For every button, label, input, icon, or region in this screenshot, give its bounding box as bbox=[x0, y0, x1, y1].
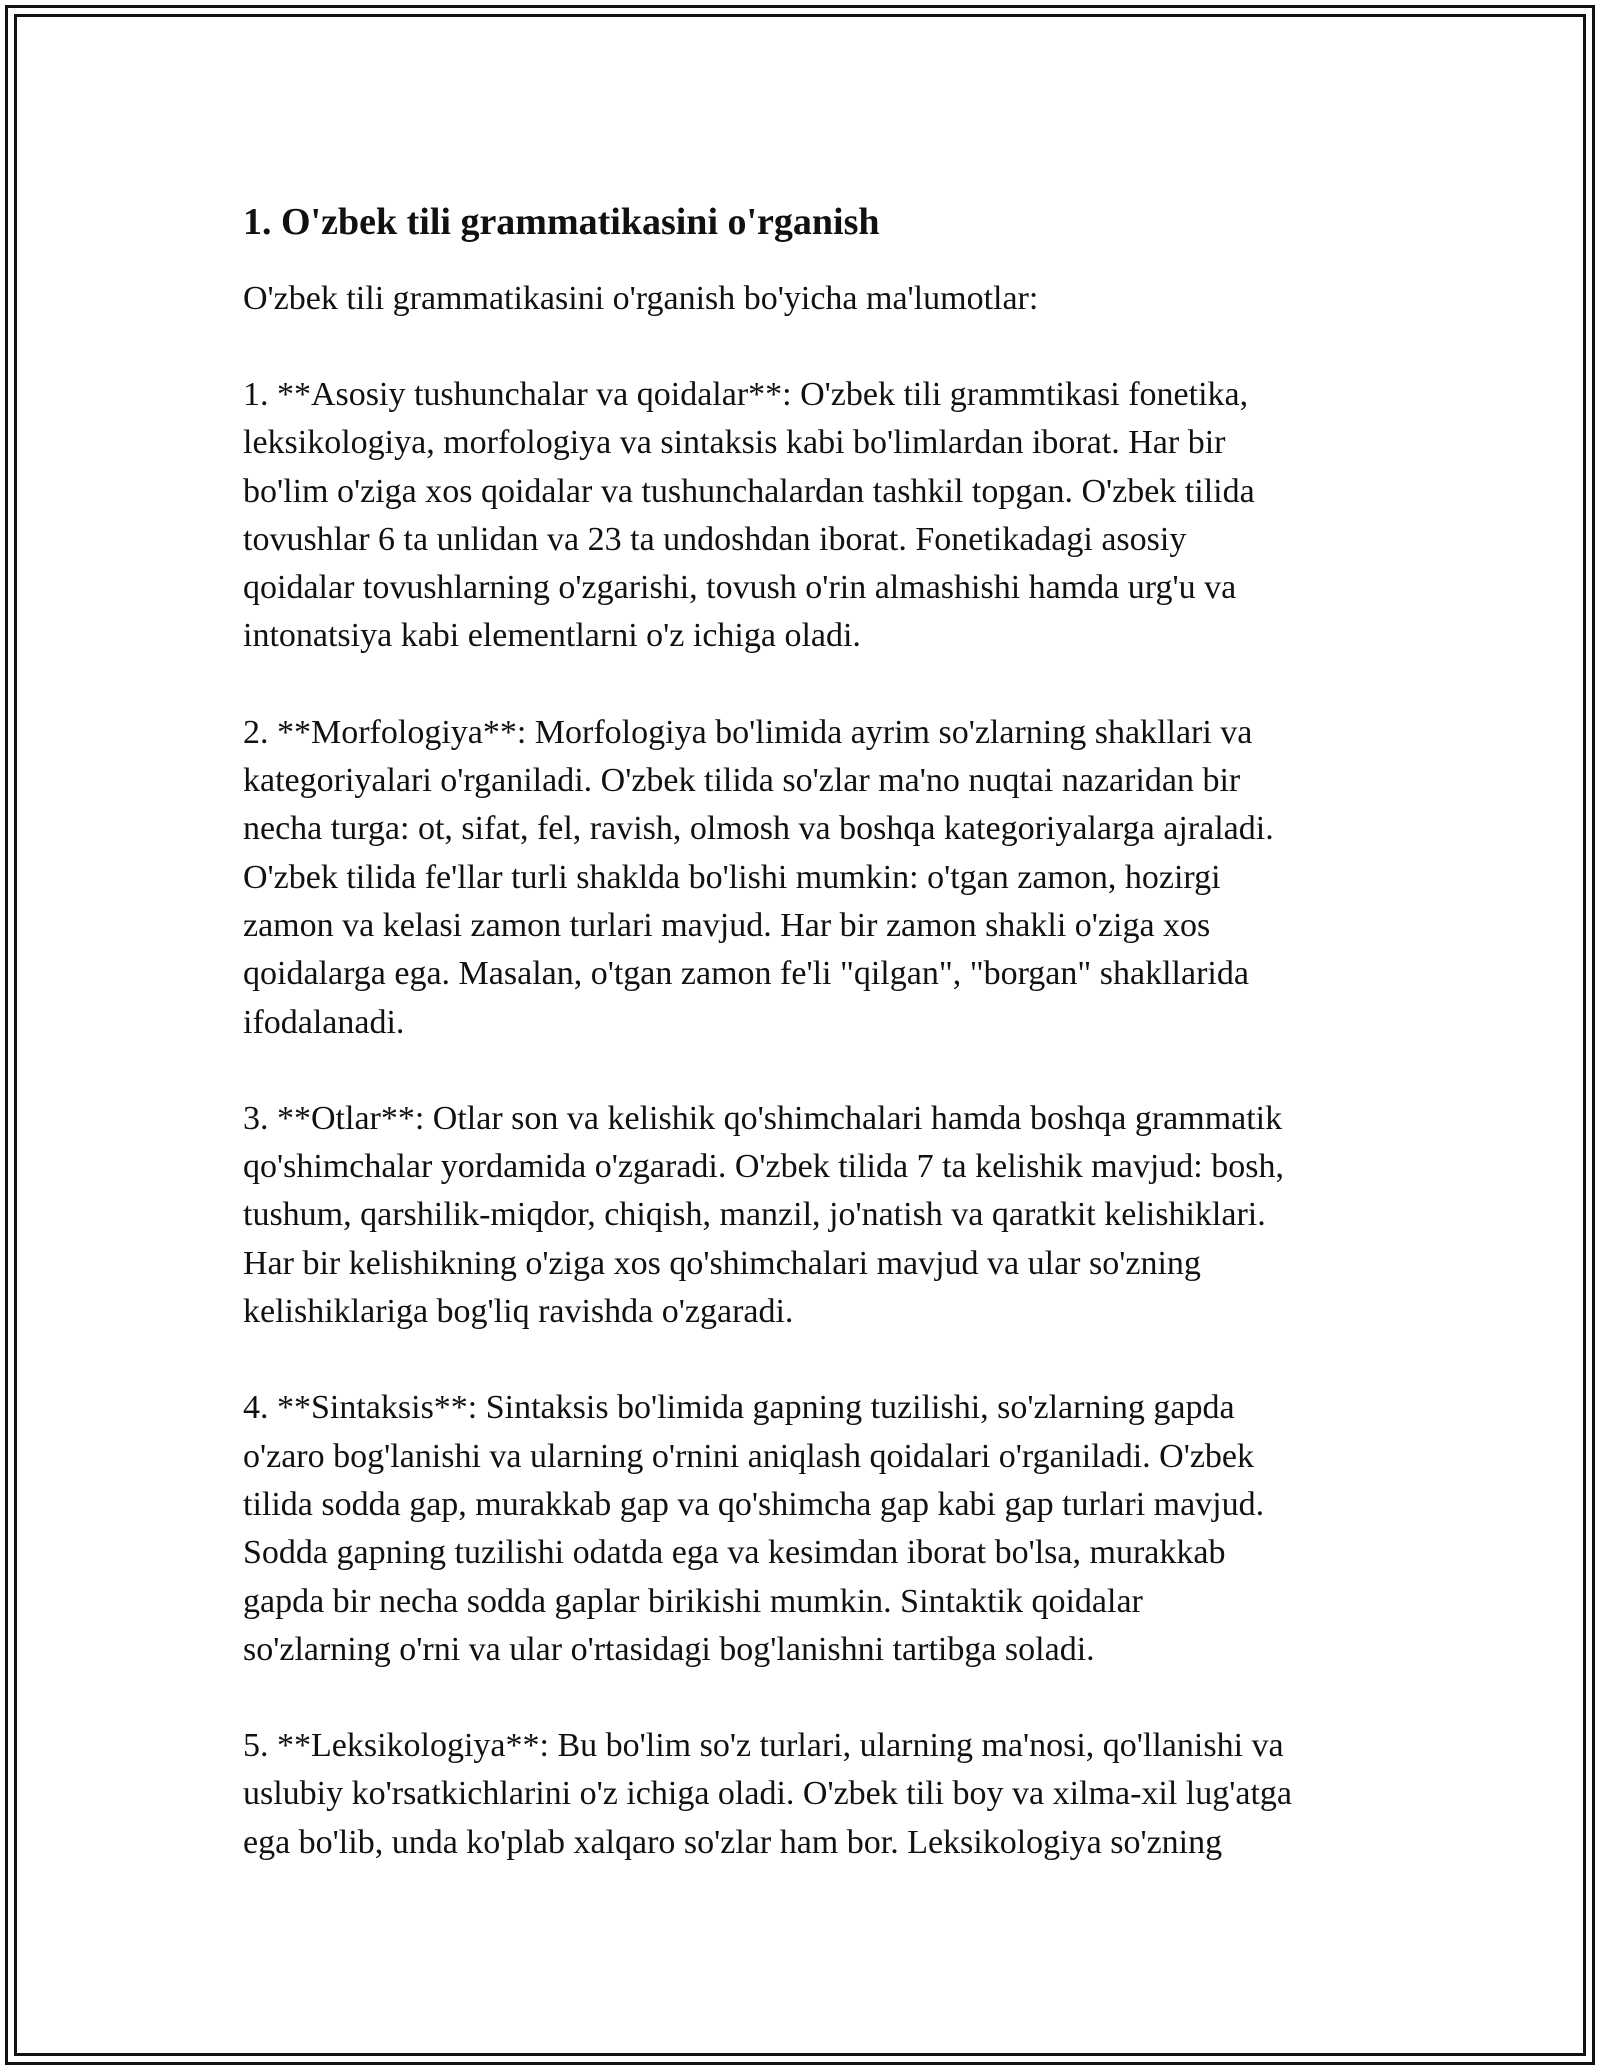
section-morfologiya: 2. **Morfologiya**: Morfologiya bo'limida ayrim so'zlarning shakllari va kategoriyalari o'rganiladi. O'zbek tilida so'zlar ma'no nuqtai nazaridan bir necha turga: ot, sifat, fel, ravish, olmosh va boshqa kategoriyalarga ajraladi. O'zbek tilida fe'llar turli shaklda bo'lishi mumkin: o'tgan zamon, hozirgi zamon va kelasi zamon turlari mavjud. Har bir zamon shakli o'ziga xos qoidalarga ega. Masalan, o'tgan zamon fe'li "qilgan", "borgan" shakllarida ifodalanadi. bbox=[243, 713, 1274, 1041]
section-sintaksis: 4. **Sintaksis**: Sintaksis bo'limida gapning tuzilishi, so'zlarning gapda o'zaro bog'lanishi va ularning o'rnini aniqlash qoidalari o'rganiladi. O'zbek tilida sodda gap, murakkab gap va qo'shimcha gap kabi gap turlari mavjud. Sodda gapning tuzilishi odatda ega va kesimdan iborat bo'lsa, murakkab gapda bir necha sodda gaplar birikishi mumkin. Sintaktik qoidalar so'zlarning o'rni va ular o'rtasidagi bog'lanishni tartibga soladi. bbox=[243, 1389, 1265, 1668]
page-frame bbox=[5, 5, 1595, 2065]
document-heading: 1. O'zbek tili grammatikasini o'rganish bbox=[243, 201, 880, 243]
section-otlar: 3. **Otlar**: Otlar son va kelishik qo'shimchalari hamda boshqa grammatik qo'shimchalar yordamida o'zgaradi. O'zbek tilida 7 ta kelishik mavjud: bosh, tushum, qarshilik-miqdor, chiqish, manzil, jo'natish va qaratkit kelishiklari. Har bir kelishikning o'ziga xos qo'shimchalari mavjud va ular so'zning kelishiklariga bog'liq ravishda o'zgaradi. bbox=[243, 1099, 1284, 1331]
section-leksikologiya: 5. **Leksikologiya**: Bu bo'lim so'z turlari, ularning ma'nosi, qo'llanishi va uslubiy ko'rsatkichlarini o'z ichiga oladi. O'zbek tili boy va xilma-xil lug'atga ega bo'lib, unda ko'plab xalqaro so'zlar ham bor. Leksikologiya so'zning bbox=[243, 1727, 1292, 1861]
document-content bbox=[243, 193, 1393, 1915]
section-asosiy-tushunchalar: 1. **Asosiy tushunchalar va qoidalar**: O'zbek tili grammtikasi fonetika, leksikologiya, morfologiya va sintaksis kabi bo'limlardan iborat. Har bir bo'lim o'ziga xos qoidalar va tushunchalardan tashkil topgan. O'zbek tilida tovushlar 6 ta unlidan va 23 ta undoshdan iborat. Fonetikadagi asosiy qoidalar tovushlarning o'zgarishi, tovush o'rin almashishi hamda urg'u va intonatsiya kabi elementlarni o'z ichiga oladi. bbox=[243, 376, 1255, 655]
document-intro: O'zbek tili grammatikasini o'rganish bo'yicha ma'lumotlar: bbox=[243, 280, 1039, 317]
